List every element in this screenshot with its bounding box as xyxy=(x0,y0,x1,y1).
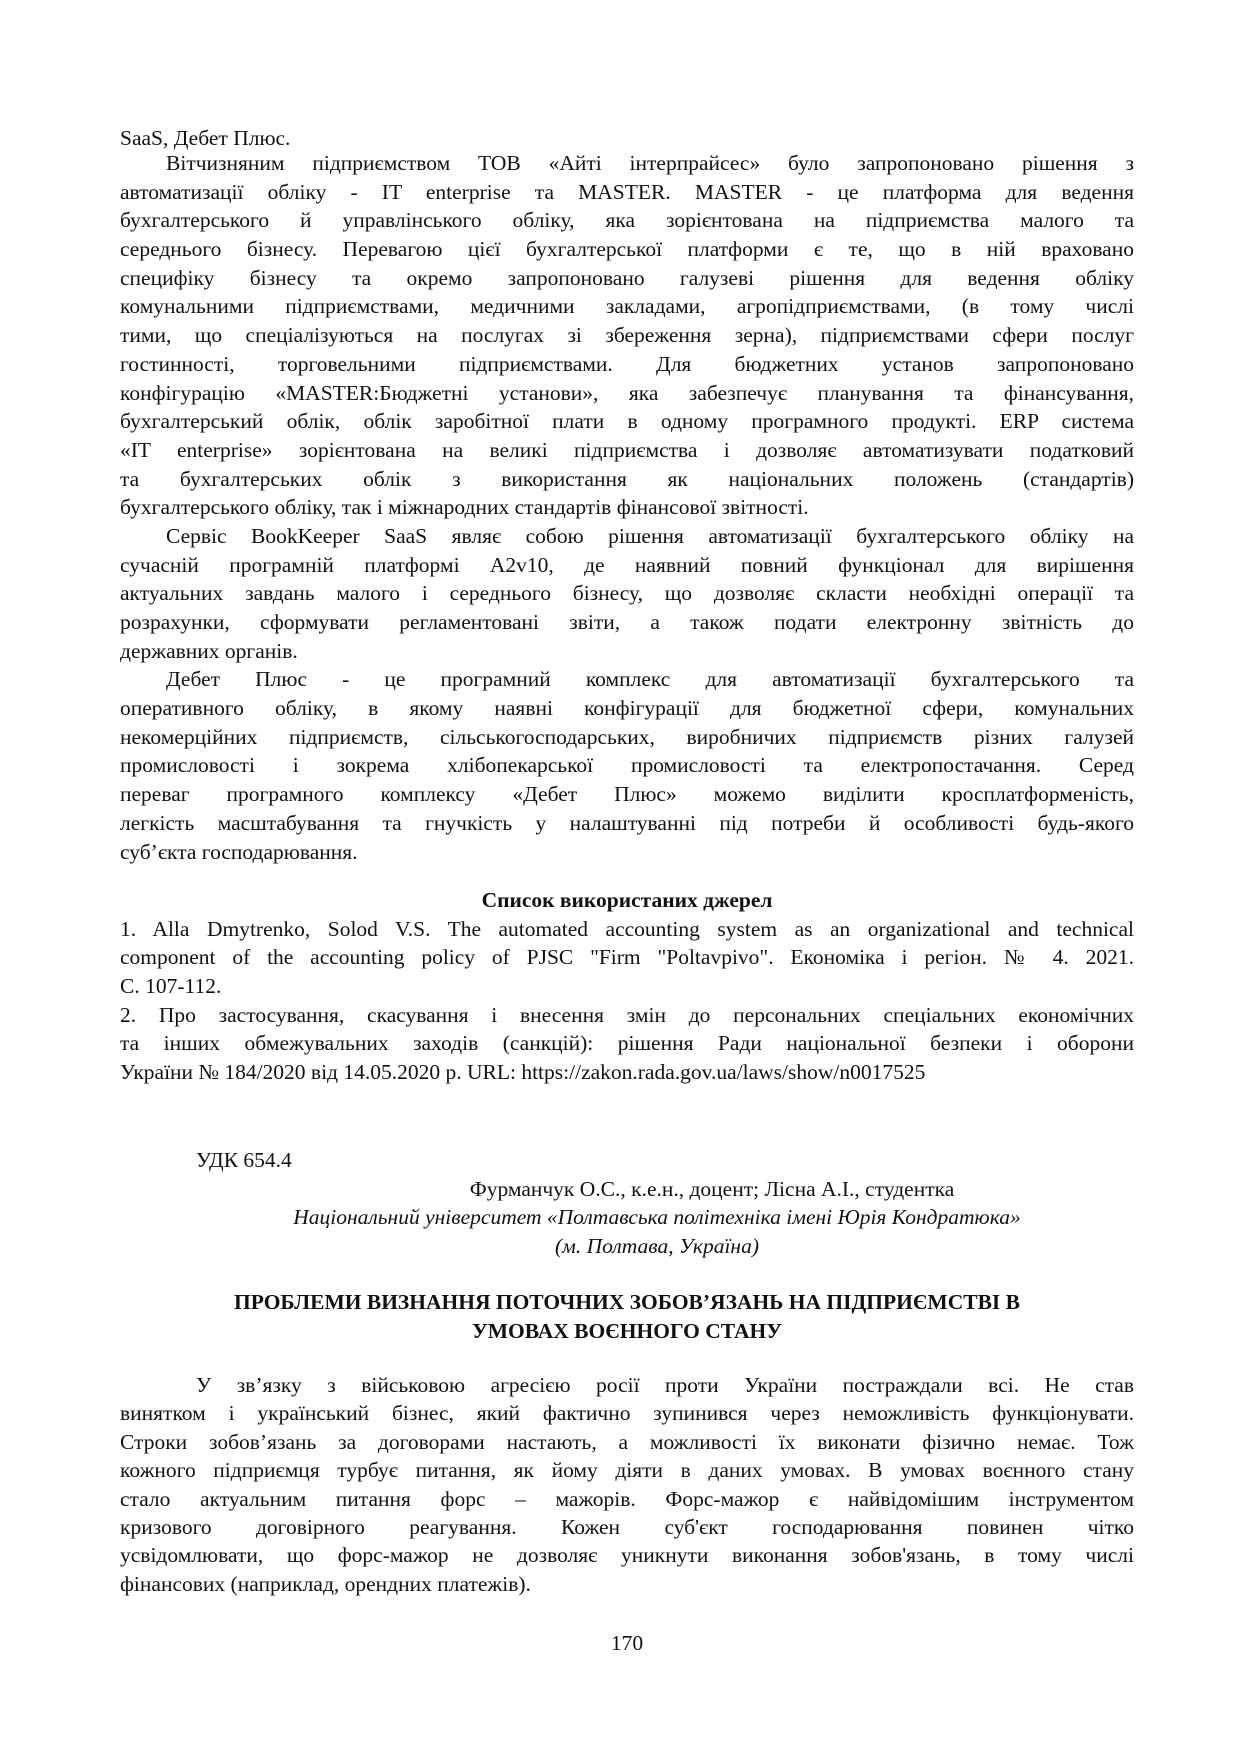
paragraph xyxy=(120,665,1134,866)
text-line: тими, що спеціалізуються на послугах зі збереження зерна), підприємствами сфери послуг xyxy=(120,323,1134,348)
paragraph xyxy=(120,522,1134,665)
text-line: Дебет Плюс - це програмний комплекс для автоматизації бухгалтерського та xyxy=(166,667,1134,692)
text-line: специфіку бізнесу та окремо запропоновано галузеві рішення для ведення обліку xyxy=(120,265,1134,290)
text-line: України № 184/2020 від 14.05.2020 р. URL: https://zakon.rada.gov.ua/laws/show/n0017525 xyxy=(120,1060,926,1085)
references-section xyxy=(120,886,1134,1087)
text-line: Сервіс BookKeeper SaaS являє собою рішення автоматизації бухгалтерського обліку на xyxy=(166,523,1134,548)
reference-item xyxy=(120,915,1134,1001)
affiliation: Національний університет «Полтавська політехніка імені Юрія Кондратюка» xyxy=(293,1205,1021,1230)
text-line: кожного підприємця турбує питання, як йому діяти в даних умовах. В умовах воєнного стану xyxy=(120,1458,1134,1483)
page-footer xyxy=(120,1629,1134,1658)
references-heading: Список використаних джерел xyxy=(481,888,773,912)
text-line: усвідомлювати, що форс-мажор не дозволяє уникнути виконання зобов'язань, в тому числі xyxy=(120,1543,1134,1568)
udc-code: УДК 654.4 xyxy=(196,1148,292,1172)
text-line: С. 107-112. xyxy=(120,974,222,999)
text-line: сучасній програмній платформі A2v10, де наявний повний функціонал для вирішення xyxy=(120,552,1134,577)
text-line: розрахунки, сформувати регламентовані звіти, а також подати електронну звітність до xyxy=(120,610,1134,634)
text-line: некомерційних підприємств, сільськогосподарських, виробничих підприємств різних галузей xyxy=(120,724,1134,749)
text-line: актуальних завдань малого і середнього бізнесу, що дозволяє скласти необхідні операції та xyxy=(120,581,1134,606)
text-line: державних органів. xyxy=(120,638,298,663)
reference-item xyxy=(120,1001,1134,1087)
text-line: component of the accounting policy of PJSC "Firm "Poltavpivo". Економіка і регіон. № 4. 2021. xyxy=(120,945,1134,970)
title-line: ПРОБЛЕМИ ВИЗНАННЯ ПОТОЧНИХ ЗОБОВ’ЯЗАНЬ НА ПІДПРИЄМСТВІ В xyxy=(233,1290,1021,1314)
location: (м. Полтава, Україна) xyxy=(554,1234,759,1259)
text-line: стало актуальним питання форс – мажорів. Форс-мажор є найвідомішим інструментом xyxy=(120,1486,1134,1511)
article-body xyxy=(120,1371,1134,1598)
text-line: бухгалтерського й управлінського обліку, яка зорієнтована на підприємства малого та xyxy=(120,208,1134,233)
text-line: та інших обмежувальних заходів (санкцій): рішення Ради національної безпеки і оборони xyxy=(120,1031,1134,1056)
text-line: середнього бізнесу. Перевагою цієї бухгалтерської платформи є те, що в ній враховано xyxy=(120,237,1134,262)
text-line: кризового договірного реагування. Кожен суб'єкт господарювання повинен чітко xyxy=(120,1514,1134,1539)
text-line: Вітчизняним підприємством ТОВ «Айті інтерпрайсес» було запропоновано рішення з xyxy=(166,151,1134,175)
text-line: бухгалтерського обліку, так і міжнародних стандартів фінансової звітності. xyxy=(120,495,809,520)
text-line: промисловості і зокрема хлібопекарської промисловості та електропостачання. Серед xyxy=(120,753,1134,778)
title-line: УМОВАХ ВОЄННОГО СТАНУ xyxy=(471,1318,783,1343)
text-line: фінансових (наприклад, орендних платежів). xyxy=(120,1571,531,1596)
authors: Фурманчук О.С., к.е.н., доцент; Лісна А.І., студентка xyxy=(469,1176,955,1201)
text-line: 2. Про застосування, скасування і внесення змін до персональних спеціальних економічних xyxy=(120,1002,1134,1027)
paragraph xyxy=(120,149,1134,522)
text-line: автоматизації обліку - IT enterprise та MASTER. MASTER - це платформа для ведення xyxy=(120,179,1134,204)
text-line: Строки зобов’язань за договорами настають, а можливості їх виконати фізично немає. Тож xyxy=(120,1429,1134,1454)
text-line: конфігурацію «MASTER:Бюджетні установи», яка забезпечує планування та фінансування, xyxy=(120,380,1134,405)
text-line: легкість масштабування та гнучкість у налаштуванні під потреби й особливості будь-якого xyxy=(120,810,1134,835)
text-line: комунальними підприємствами, медичними закладами, агропідприємствами, (в тому числі xyxy=(120,294,1134,319)
text-line: оперативного обліку, в якому наявні конфігурації для бюджетної сфери, комунальних xyxy=(120,696,1134,721)
body-paragraphs xyxy=(120,149,1134,866)
page-number: 170 xyxy=(610,1631,644,1655)
article-title xyxy=(120,1288,1134,1345)
text-line: суб’єкта господарювання. xyxy=(120,839,358,864)
text-line: «IT enterprise» зорієнтована на великі підприємства і дозволяє автоматизувати податковий xyxy=(120,437,1134,462)
text-line: 1. Alla Dmytrenko, Solod V.S. The automated accounting system as an organizational and technical xyxy=(120,916,1134,941)
text-line: SaaS, Дебет Плюс. xyxy=(120,126,291,150)
text-line: гостинності, торговельними підприємствами. Для бюджетних установ запропоновано xyxy=(120,351,1134,376)
text-line: винятком і український бізнес, який фактично зупинився через неможливість функціонувати. xyxy=(120,1401,1134,1426)
text-line: У зв’язку з військовою агресією росії проти України постраждали всі. Не став xyxy=(196,1373,1134,1397)
text-line: бухгалтерський облік, облік заробітної плати в одному програмного продукті. ERP система xyxy=(120,409,1134,434)
article-header xyxy=(120,1146,1134,1261)
text-line: та бухгалтерських облік з використання як національних положень (стандартів) xyxy=(120,466,1134,491)
text-line: переваг програмного комплексу «Дебет Плюс» можемо виділити кросплатформеність, xyxy=(120,782,1134,807)
